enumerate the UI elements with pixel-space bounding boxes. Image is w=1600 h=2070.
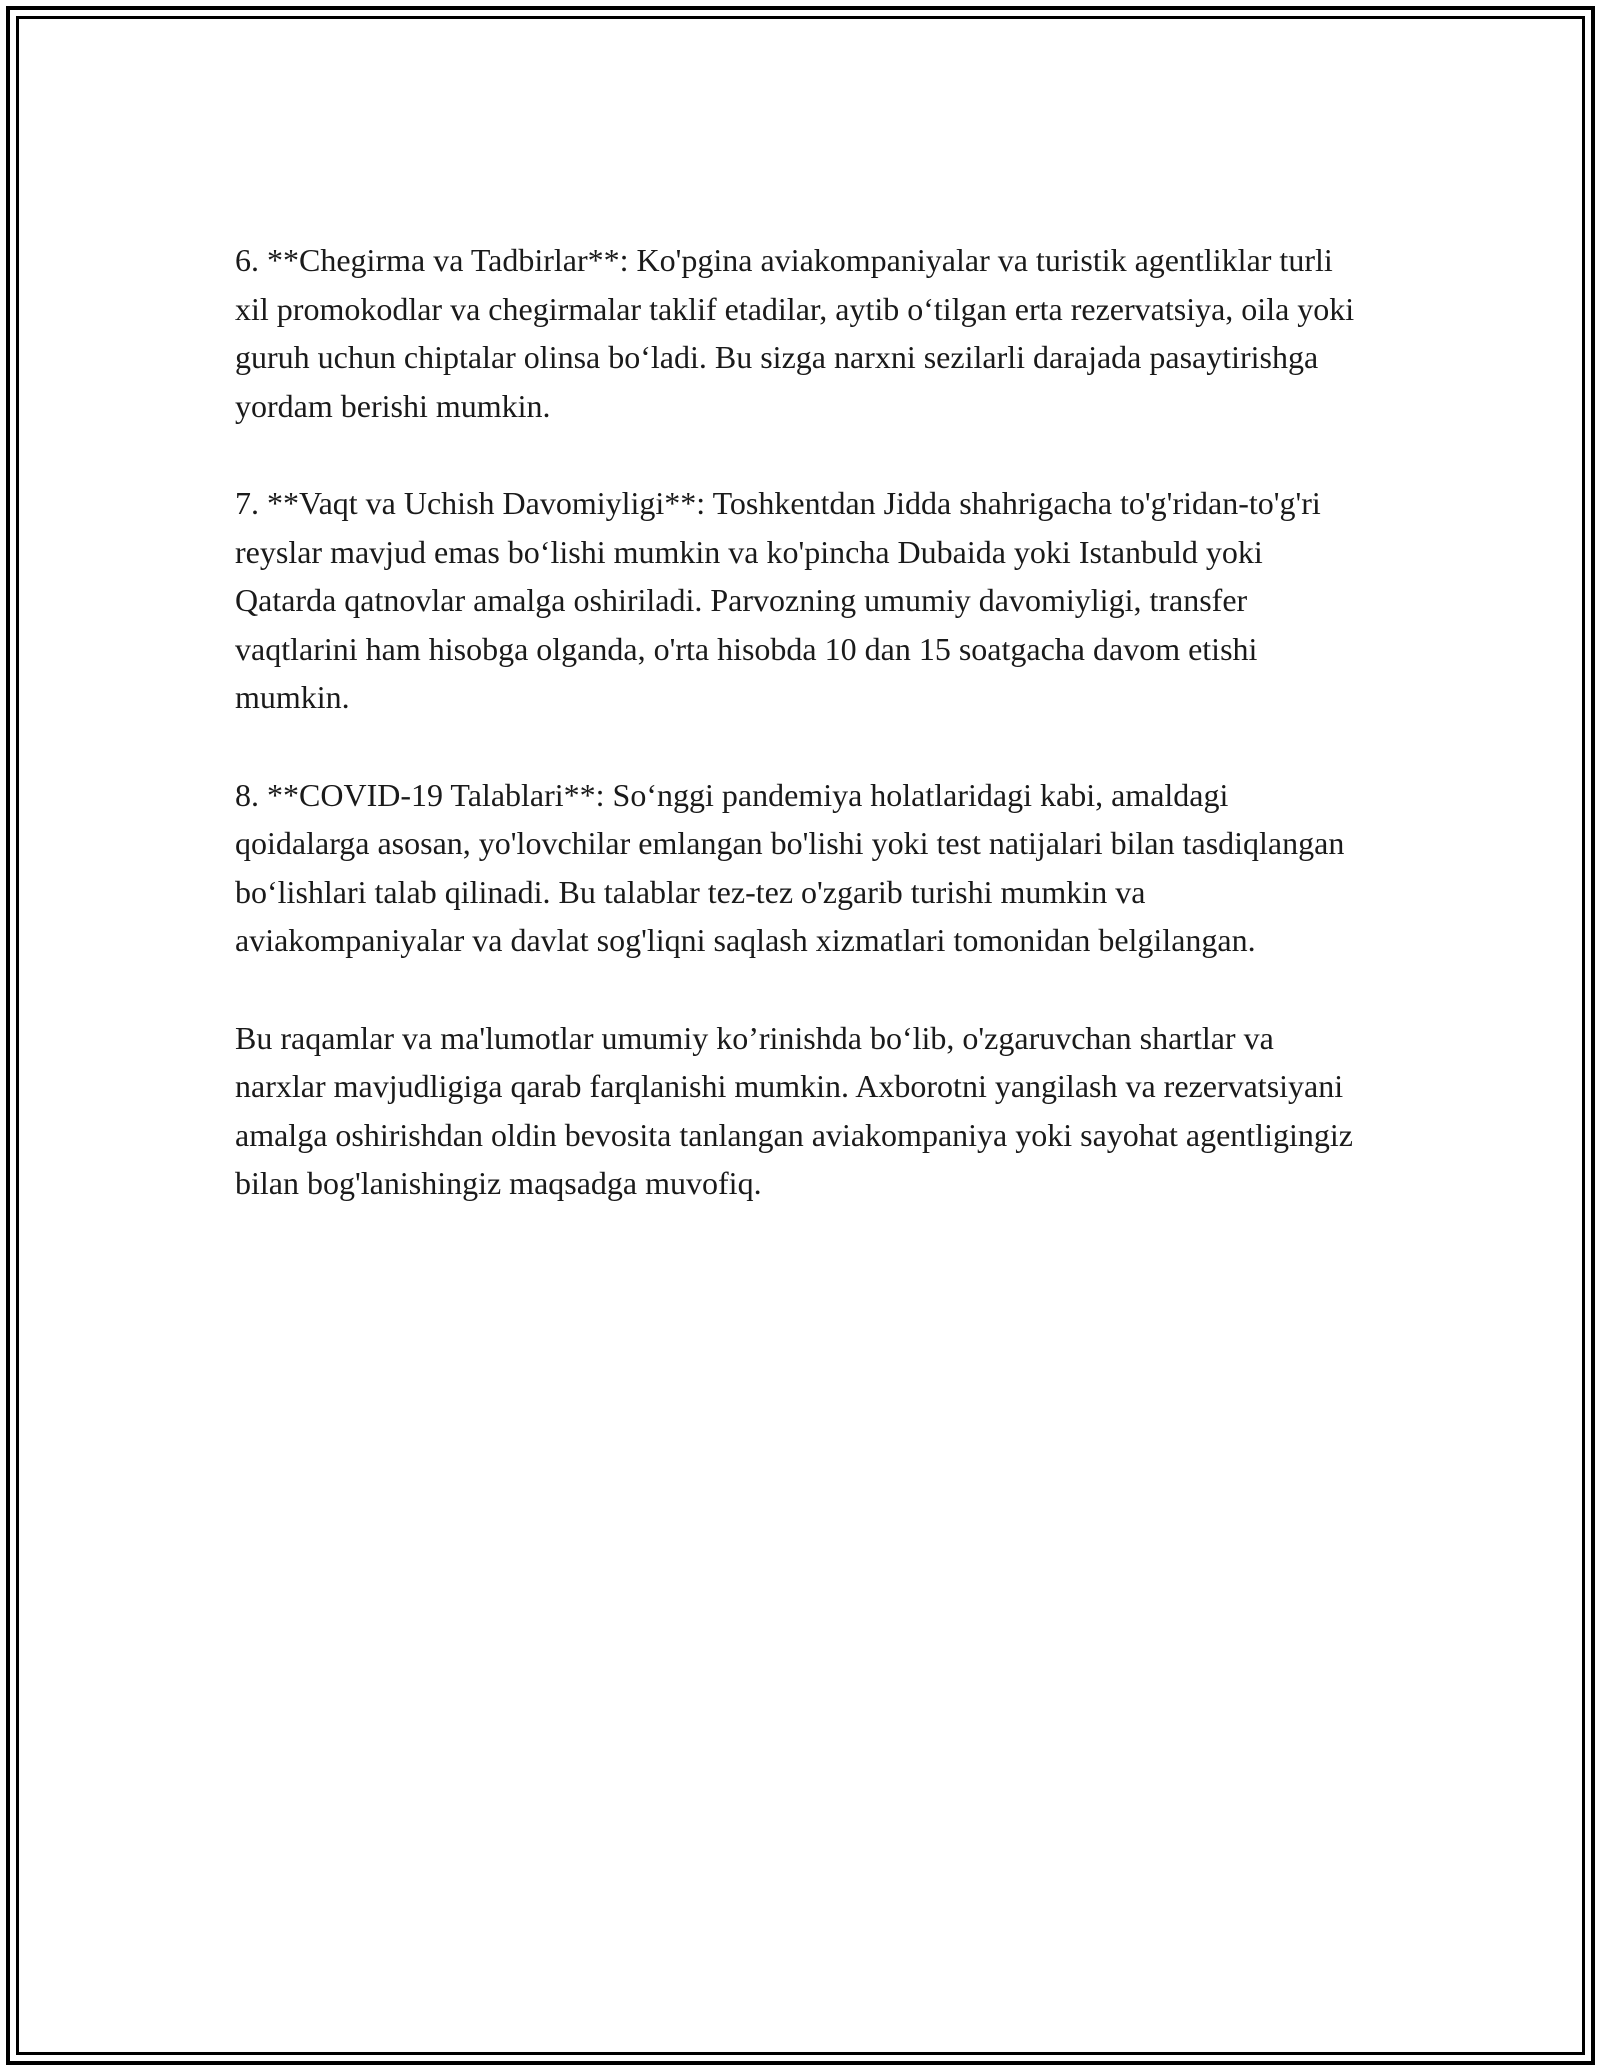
paragraph-discounts: 6. **Chegirma va Tadbirlar**: Ko'pgina aviakompaniyalar va turistik agentliklar turli xil promokodlar va chegirmalar taklif etadilar, aytib o‘tilgan erta rezervatsiya, oila yoki guruh uchun chiptalar olinsa bo‘ladi. Bu sizga narxni sezilarli darajada pasaytirishga yordam berishi mumkin.	[235, 242, 1355, 424]
paragraph-flight-duration: 7. **Vaqt va Uchish Davomiyligi**: Toshkentdan Jidda shahrigacha to'g'ridan-to'g'ri reyslar mavjud emas bo‘lishi mumkin va ko'pincha Dubaida yoki Istanbuld yoki Qatarda qatnovlar amalga oshiriladi. Parvozning umumiy davomiyligi, transfer vaqtlarini ham hisobga olganda, o'rta hisobda 10 dan 15 soatgacha davom etishi mumkin.	[235, 485, 1321, 715]
paragraph-conclusion: Bu raqamlar va ma'lumotlar umumiy ko’rinishda bo‘lib, o'zgaruvchan shartlar va narxlar mavjudligiga qarab farqlanishi mumkin. Axborotni yangilash va rezervatsiyani amalga oshirishdan oldin bevosita tanlangan aviakompaniya yoki sayohat agentligingiz bilan bog'lanishingiz maqsadga muvofiq.	[235, 1019, 1353, 1201]
paragraph-covid-requirements: 8. **COVID-19 Talablari**: So‘nggi pandemiya holatlaridagi kabi, amaldagi qoidalarga asosan, yo'lovchilar emlangan bo'lishi yoki test natijalari bilan tasdiqlangan bo‘lishlari talab qilinadi. Bu talablar tez-tez o'zgarib turishi mumkin va aviakompaniyalar va davlat sog'liqni saqlash xizmatlari tomonidan belgilangan.	[235, 776, 1345, 958]
document-body	[235, 236, 1365, 1257]
